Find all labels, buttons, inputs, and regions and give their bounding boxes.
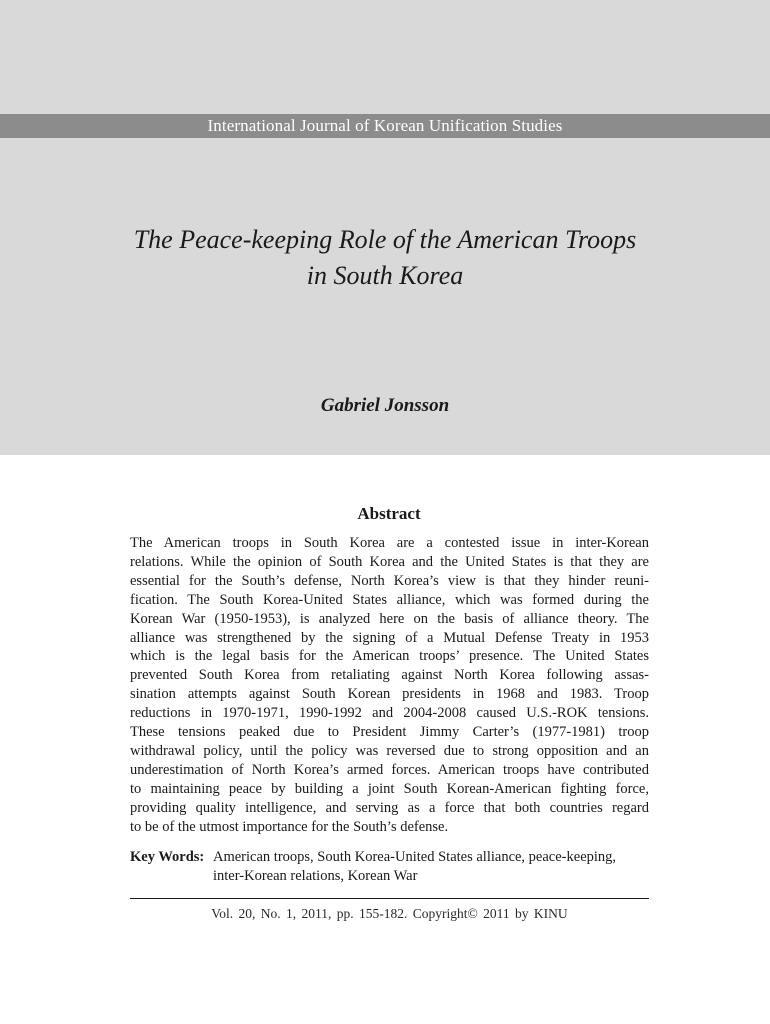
abstract-line: fication. The South Korea-United States alliance, which was formed during the: [130, 591, 649, 608]
abstract-line: Korean War (1950-1953), is analyzed here on the basis of alliance theory. The: [130, 610, 649, 627]
abstract-line: underestimation of North Korea’s armed forces. American troops have contributed: [130, 761, 649, 778]
article-title: [0, 222, 770, 294]
keywords-line: American troops, South Korea-United States alliance, peace-keeping,: [213, 849, 617, 865]
abstract-line: alliance was strengthened by the signing of a Mutual Defense Treaty in 1953: [130, 629, 649, 646]
abstract-line: essential for the South’s defense, North Korea’s view is that they hinder reuni-: [130, 572, 649, 589]
abstract-line: to maintaining peace by building a joint South Korean-American fighting force,: [130, 780, 649, 797]
keywords-line: inter-Korean relations, Korean War: [213, 868, 418, 884]
abstract-line: which is the legal basis for the American troops’ presence. The United States: [130, 648, 649, 665]
abstract-line: providing quality intelligence, and serving as a force that both countries regard: [130, 799, 649, 816]
abstract-line: to be of the utmost importance for the South’s defense.: [130, 818, 449, 835]
title-line-1: The Peace-keeping Role of the American Troops: [133, 225, 637, 254]
journal-name-bar: [0, 114, 770, 138]
author-name: Gabriel Jonsson: [320, 395, 450, 416]
citation-line: Vol. 20, No. 1, 2011, pp. 155-182. Copyright© 2011 by KINU: [211, 906, 568, 921]
abstract-line: withdrawal policy, until the policy was reversed due to strong opposition and an: [130, 742, 649, 759]
keywords-list: [213, 848, 649, 886]
abstract-line: These tensions peaked due to President Jimmy Carter’s (1977-1981) troop: [130, 724, 649, 741]
abstract-body: [130, 534, 649, 837]
abstract-line: The American troops in South Korea are a contested issue in inter-Korean: [130, 535, 649, 551]
keywords-label: Key Words:: [130, 849, 205, 865]
abstract-heading: Abstract: [357, 504, 421, 523]
footer-divider: [130, 898, 649, 899]
title-line-2: in South Korea: [306, 261, 464, 290]
abstract-line: sination attempts against South Korean presidents in 1968 and 1983. Troop: [130, 686, 649, 703]
abstract-line: relations. While the opinion of South Korea and the United States is that they are: [130, 553, 649, 570]
journal-name: International Journal of Korean Unification Studies: [207, 116, 563, 135]
abstract-line: reductions in 1970-1971, 1990-1992 and 2004-2008 caused U.S.-ROK tensions.: [130, 705, 649, 722]
abstract-line: prevented South Korea from retaliating against North Korea following assas-: [130, 667, 649, 684]
